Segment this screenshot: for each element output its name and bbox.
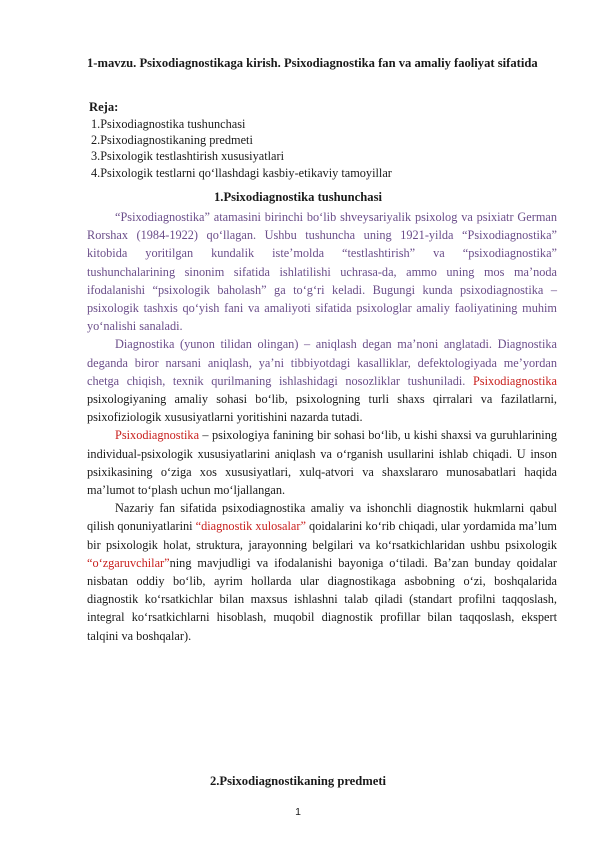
paragraph-2-definition: Diagnostika (yunon tilidan olingan) – aniqlash degan ma’noni anglatadi. Diagnostika deganda biror narsani aniqlash, ya’ni tibbiyotdagi kasalliklar, defektologiyada me’yordan chetga chiqish, texnik qurilmaning ishlashidagi nosozliklar tushuniladi. bbox=[87, 337, 557, 388]
paragraph-1: “Psixodiagnostika” atamasini birinchi bo‘lib shveysariyalik psixolog va psixiatr German Rorshax (1984-1922) qo‘llagan. Ushbu tushuncha uning 1921-yilda “Psixodiagnostika” kitobida yoritilgan kundalik iste’molda “testlashtirish” va “psixodiagnostika” tushunchalarining sinonim sifatida ishlatilishi uchrasa-da, ammo uning mos ma’noda ifodalanishi “psixologik baholash” ga to‘g‘ri keladi. Bugungi kunda psixodiagnostika – psixologik tashxis qo‘yish fani va amaliyoti sifatida psixologlar amaliy faoliyatining muhim yo‘nalishi sanaladi. bbox=[87, 210, 557, 334]
section-1-heading: 1.Psixodiagnostika tushunchasi bbox=[214, 190, 382, 204]
section-2-heading: 2.Psixodiagnostikaning predmeti bbox=[209, 774, 387, 788]
paragraph-4-text: qoidalarini ko‘rib chiqadi, ular yordamida ma’lum bir psixologik holat, struktura, jarayonning belgilari va ko‘rsatkichlaridan ushbu psixologik bbox=[87, 519, 557, 552]
paragraph-4-text: ning mavjudligi va ifodalanishi bayoniga o‘tiladi. Ba’zan bunday qoidalar nisbatan oddiy bo‘lib, ayrim hollarda ular diagnostikaga asbobning o‘zi, boshqalarida diagnostik ko‘rsatkichlar bilan maxsus ishlashni talab qiladi (standart profilni taqqoslash, integral ko‘rsatkichlarni hisoblash, muqobil diagnostik profillar bilan taqqoslash, ekspert talqini va boshqalar). bbox=[87, 555, 557, 643]
page-number: 1 bbox=[295, 806, 301, 818]
paragraph-4-text: Nazariy fan sifatida psixodiagnostika amaliy va ishonchli diagnostik hukmlarni qabul qilish qonuniyatlarini bbox=[87, 501, 557, 534]
paragraph-3 bbox=[87, 426, 557, 499]
plan-item: 4.Psixologik testlarni qo‘llashdagi kasbiy-etikaviy tamoyillar bbox=[91, 165, 392, 180]
paragraph-2 bbox=[87, 335, 557, 426]
paragraph-2-rest: psixologiyaning amaliy sohasi bo‘lib, psixologning turli shaxs qirralari va fazilatlarni, psixofiziologik xususiyatlarni yoritishini nazarda tutadi. bbox=[87, 392, 557, 425]
lecture-title: 1-mavzu. Psixodiagnostikaga kirish. Psixodiagnostika fan va amaliy faoliyat sifatida bbox=[87, 56, 538, 70]
plan-item: 3.Psixologik testlashtirish xususiyatlari bbox=[91, 149, 284, 164]
plan-item: 2.Psixodiagnostikaning predmeti bbox=[91, 133, 253, 148]
plan-item: 1.Psixodiagnostika tushunchasi bbox=[91, 117, 246, 131]
highlight-term: Psixodiagnostika bbox=[115, 428, 200, 443]
section-1-body bbox=[87, 208, 557, 645]
highlight-term: Psixodiagnostika bbox=[472, 373, 557, 388]
highlight-term: “diagnostik xulosalar” bbox=[195, 519, 306, 534]
plan-list bbox=[91, 116, 392, 181]
highlight-term: “o‘zgaruvchilar” bbox=[87, 555, 170, 570]
paragraph-4 bbox=[87, 499, 557, 645]
plan-heading: Reja: bbox=[89, 100, 119, 114]
paragraph-3-rest: – psixologiya fanining bir sohasi bo‘lib, u kishi shaxsi va guruhlarining individual-psixologik xususiyatlarini aniqlash va o‘rganish usullarini ishlab chiqadi. U inson psixikasining o‘ziga xos xususiyatlari, xulq-atvori va shaxslararo munosabatlari haqida ma’lumot to‘plash uchun mo‘ljallangan. bbox=[87, 428, 557, 498]
